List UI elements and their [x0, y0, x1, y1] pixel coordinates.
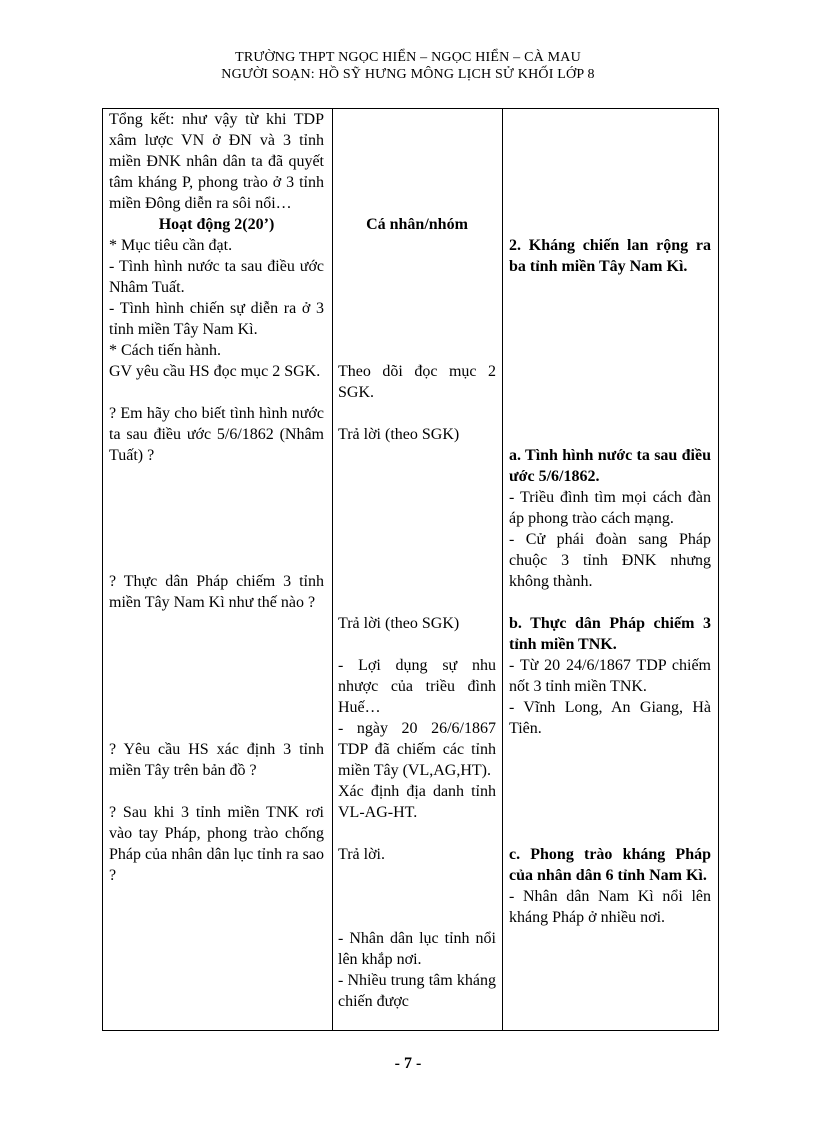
column-divider-2	[502, 109, 503, 1030]
column-heading: Cá nhân/nhóm	[366, 216, 468, 233]
subsection-heading: b. Thực dân Pháp chiếm 3 tỉnh miền TNK.	[509, 615, 711, 653]
content-item: - Từ 20 24/6/1867 TDP chiếm nốt 3 tỉnh miền TNK.	[509, 657, 711, 695]
student-answer: Trả lời.	[338, 846, 385, 863]
subsection-heading: c. Phong trào kháng Pháp của nhân dân 6 tỉnh Nam Kì.	[509, 846, 711, 884]
student-answer: Xác định địa danh tỉnh VL-AG-HT.	[338, 783, 496, 821]
lesson-table	[102, 108, 719, 1031]
content-item: - Triều đình tìm mọi cách đàn áp phong trào cách mạng.	[509, 489, 711, 527]
student-answer: - Lợi dụng sự nhu nhược của triều đình Huế…	[338, 657, 496, 716]
student-answer: Theo dõi đọc mục 2 SGK.	[338, 363, 496, 401]
student-answer: - ngày 20 26/6/1867 TDP đã chiếm các tỉnh miền Tây (VL,AG,HT).	[338, 720, 496, 779]
student-answer: - Nhiều trung tâm kháng chiến được	[338, 972, 496, 1010]
method-title: * Cách tiến hành.	[109, 342, 221, 359]
goal-title: * Mục tiêu cần đạt.	[109, 237, 233, 254]
question-4: ? Sau khi 3 tỉnh miền TNK rơi vào tay Pháp, phong trào chống Pháp của nhân dân lục tỉnh ra sao ?	[109, 804, 324, 884]
lesson-content-column	[509, 109, 711, 928]
section-heading: 2. Kháng chiến lan rộng ra ba tỉnh miền Tây Nam Kì.	[509, 237, 711, 275]
content-item: - Vĩnh Long, An Giang, Hà Tiên.	[509, 699, 711, 737]
header-school: TRƯỜNG THPT NGỌC HIỂN – NGỌC HIỂN – CÀ MAU	[235, 50, 581, 65]
column-divider-1	[332, 109, 333, 1030]
student-answer: - Nhân dân lục tỉnh nổi lên khắp nơi.	[338, 930, 496, 968]
teacher-activity-column	[109, 109, 324, 886]
summary-text: Tổng kết: như vậy từ khi TDP xâm lược VN ở ĐN và 3 tỉnh miền ĐNK nhân dân ta đã quyết tâm kháng P, phong trào ở 3 tỉnh miền Đông diễn ra sôi nổi…	[109, 111, 324, 212]
content-item: - Cử phái đoàn sang Pháp chuộc 3 tỉnh ĐNK nhưng không thành.	[509, 531, 711, 590]
method-item: GV yêu cầu HS đọc mục 2 SGK.	[109, 363, 321, 380]
question-2: ? Thực dân Pháp chiếm 3 tỉnh miền Tây Nam Kì như thế nào ?	[109, 573, 324, 611]
student-activity-column	[338, 109, 496, 1012]
page-number: - 7 -	[394, 1055, 422, 1072]
subsection-heading: a. Tình hình nước ta sau điều ước 5/6/1862.	[509, 447, 711, 485]
question-3: ? Yêu cầu HS xác định 3 tỉnh miền Tây trên bản đồ ?	[109, 741, 324, 779]
question-1: ? Em hãy cho biết tình hình nước ta sau điều ước 5/6/1862 (Nhâm Tuất) ?	[109, 405, 324, 464]
activity-heading: Hoạt động 2(20’)	[158, 216, 275, 233]
goal-item: - Tình hình chiến sự diễn ra ở 3 tỉnh miền Tây Nam Kì.	[109, 300, 324, 338]
student-answer: Trả lời (theo SGK)	[338, 615, 460, 632]
content-item: - Nhân dân Nam Kì nổi lên kháng Pháp ở nhiều nơi.	[509, 888, 711, 926]
goal-item: - Tình hình nước ta sau điều ước Nhâm Tuất.	[109, 258, 324, 296]
student-answer: Trả lời (theo SGK)	[338, 426, 460, 443]
header-author: NGƯỜI SOẠN: HỒ SỸ HƯNG MÔNG LỊCH SỬ KHỐI LỚP 8	[221, 67, 595, 82]
